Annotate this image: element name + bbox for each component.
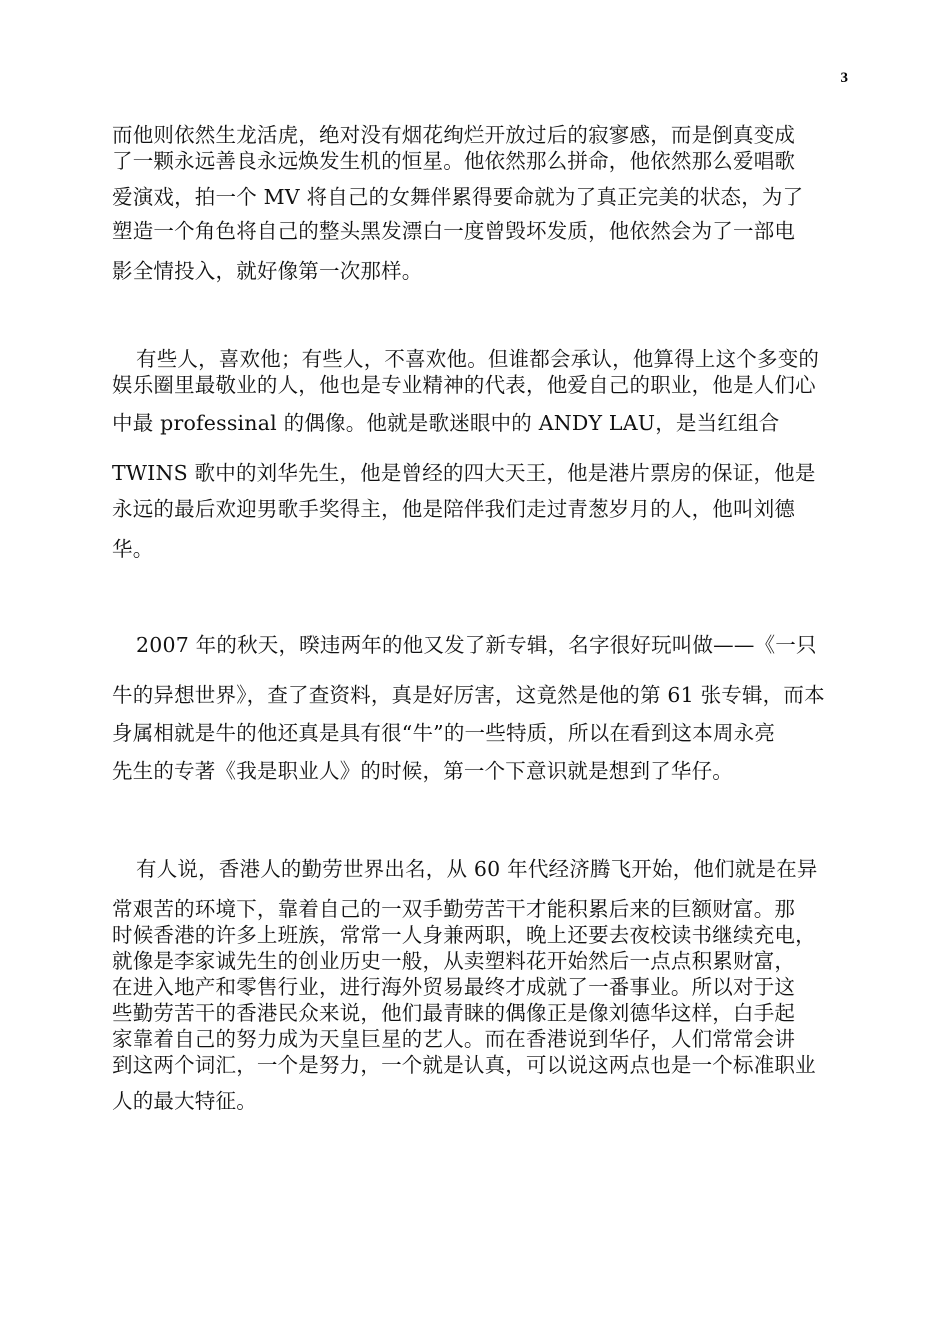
paragraph-line: 而他则依然生龙活虎，绝对没有烟花绚烂开放过后的寂寥感，而是倒真变成 [112, 123, 796, 147]
paragraph-line: 时候香港的许多上班族，常常一人身兼两职，晚上还要去夜校读书继续充电， [112, 923, 816, 947]
paragraph-line: TWINS 歌中的刘华先生，他是曾经的四大天王，他是港片票房的保证，他是 [112, 461, 816, 485]
paragraph-line: 就像是李家诚先生的创业历史一般，从卖塑料花开始然后一点点积累财富， [112, 949, 796, 973]
paragraph-line: 人的最大特征。 [112, 1089, 257, 1113]
paragraph-line: 娱乐圈里最敬业的人，他也是专业精神的代表，他爱自己的职业，他是人们心 [112, 373, 816, 397]
paragraph-line: 到这两个词汇，一个是努力，一个就是认真，可以说这两点也是一个标准职业 [112, 1053, 816, 1077]
paragraph-line: 了一颗永远善良永远焕发生机的恒星。他依然那么拼命，他依然那么爱唱歌 [112, 149, 796, 173]
paragraph-line: 常艰苦的环境下，靠着自己的一双手勤劳苦干才能积累后来的巨额财富。那 [112, 897, 796, 921]
paragraph-line: 2007 年的秋天，暌违两年的他又发了新专辑，名字很好玩叫做——《一只 [136, 633, 817, 657]
paragraph-line: 在进入地产和零售行业，进行海外贸易最终才成就了一番事业。所以对于这 [112, 975, 796, 999]
page-number: 3 [840, 70, 848, 86]
paragraph-line: 先生的专著《我是职业人》的时候，第一个下意识就是想到了华仔。 [112, 759, 733, 783]
paragraph-line: 有些人，喜欢他；有些人，不喜欢他。但谁都会承认，他算得上这个多变的 [136, 347, 820, 371]
paragraph-line: 永远的最后欢迎男歌手奖得主，他是陪伴我们走过青葱岁月的人，他叫刘德 [112, 497, 796, 521]
paragraph-line: 家靠着自己的努力成为天皇巨星的艺人。而在香港说到华仔，人们常常会讲 [112, 1027, 796, 1051]
paragraph-line: 塑造一个角色将自己的整头黑发漂白一度曾毁坏发质，他依然会为了一部电 [112, 219, 796, 243]
paragraph-line: 中最 professinal 的偶像。他就是歌迷眼中的 ANDY LAU，是当红组合 [112, 411, 780, 435]
paragraph-line: 华。 [112, 537, 154, 561]
paragraph-line: 些勤劳苦干的香港民众来说，他们最青睐的偶像正是像刘德华这样，白手起 [112, 1001, 796, 1025]
paragraph-line: 有人说，香港人的勤劳世界出名，从 60 年代经济腾飞开始，他们就是在异 [136, 857, 818, 881]
paragraph-line: 身属相就是牛的他还真是具有很“牛”的一些特质，所以在看到这本周永亮 [112, 721, 776, 745]
paragraph-line: 影全情投入，就好像第一次那样。 [112, 259, 423, 283]
paragraph-line: 牛的异想世界》，查了查资料，真是好厉害，这竟然是他的第 61 张专辑，而本 [112, 683, 825, 707]
paragraph-line: 爱演戏，拍一个 MV 将自己的女舞伴累得要命就为了真正完美的状态，为了 [112, 185, 804, 209]
